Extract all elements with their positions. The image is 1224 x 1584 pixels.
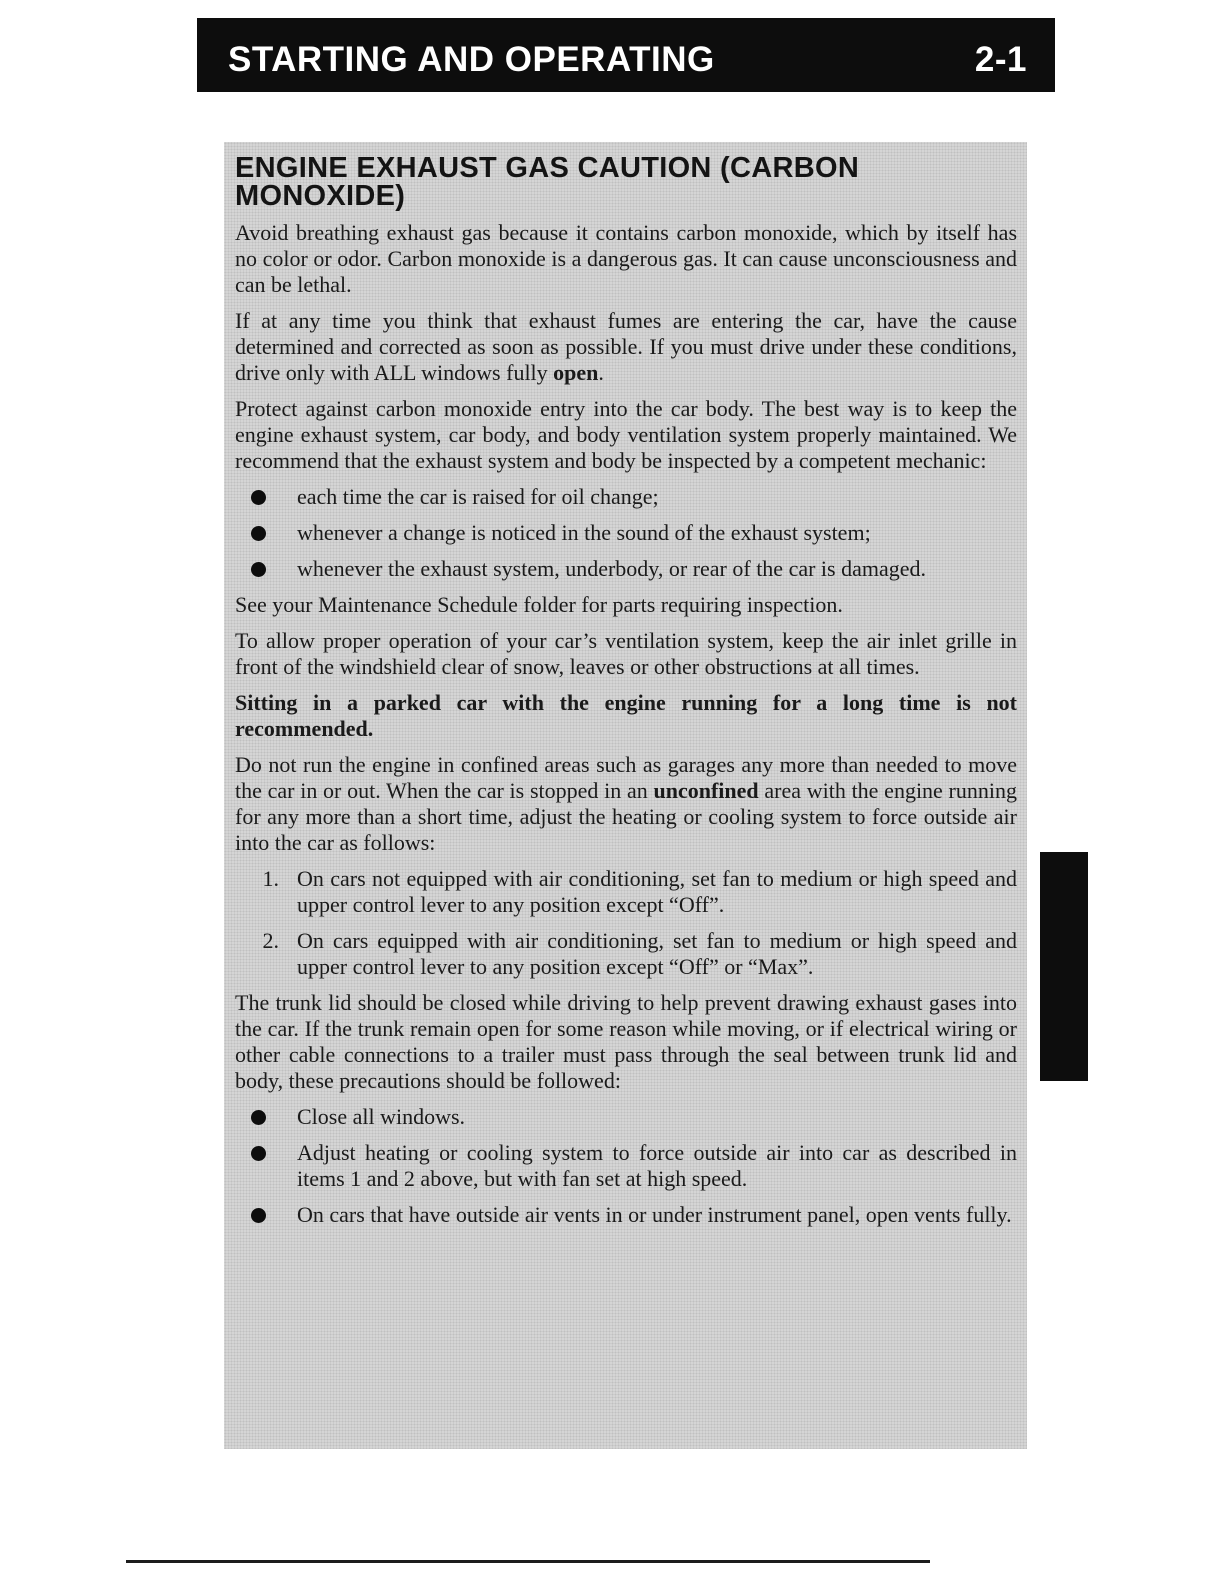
list-item-text: whenever the exhaust system, underbody, or rear of the car is damaged. [297,556,927,581]
paragraph-ventilation: To allow proper operation of your car’s ventilation system, keep the air inlet grille in front of the windshield clear of snow, leaves or other obstructions at all times. [235,628,1017,679]
item-number: 1. [262,866,279,891]
numbered-item [235,928,1017,980]
list-item [235,520,1017,546]
paragraph-exhaust-fumes-text: If at any time you think that exhaust fumes are entering the car, have the cause determined and corrected as soon as possible. If you must drive under these conditions, drive only with ALL windows fully [235,308,1017,385]
emphasis-open: open [553,360,599,385]
list-item-text: whenever a change is noticed in the sound of the exhaust system; [297,520,871,545]
paragraph-exhaust-fumes-end: . [598,360,604,385]
paragraph-maintenance-schedule: See your Maintenance Schedule folder for parts requiring inspection. [235,592,843,617]
list-item-text: Close all windows. [297,1104,466,1129]
paragraph-confined-areas-text-b: area with the engine running for any more than a short time, adjust the heating or cooling system to force outside air into the car as follows: [235,778,1017,855]
numbered-item-text: On cars not equipped with air conditioning, set fan to medium or high speed and upper control lever to any position except “Off”. [297,866,1017,917]
section-header-bar [197,18,1055,92]
section-title: STARTING AND OPERATING [228,40,715,79]
section-thumb-tab [1040,852,1088,1081]
paragraph-confined-areas-text-a: Do not run the engine in confined areas such as garages any more than needed to move the car in or out. When the car is stopped in an [235,752,1017,803]
list-item [235,1202,1017,1228]
inspection-list [235,484,1017,582]
bullet-icon [251,526,266,541]
paragraph-confined-areas [235,752,1017,856]
bullet-icon [251,1110,266,1125]
paragraph-exhaust-fumes [235,308,1017,386]
paragraph-protect: Protect against carbon monoxide entry into the car body. The best way is to keep the engine exhaust system, car body, and body ventilation system properly maintained. We recommend that the exhaust system and body be inspected by a competent mechanic: [235,396,1017,473]
caution-box [224,142,1027,1449]
precautions-list [235,1104,1017,1228]
list-item-text: each time the car is raised for oil change; [297,484,659,509]
footer-rule [126,1560,930,1563]
list-item [235,1140,1017,1192]
page-number: 2-1 [974,40,1027,79]
caution-title: ENGINE EXHAUST GAS CAUTION (CARBON MONOXIDE) [235,152,860,212]
list-item [235,556,1017,582]
paragraph-carbon-monoxide: Avoid breathing exhaust gas because it contains carbon monoxide, which by itself has no color or odor. Carbon monoxide is a dangerous gas. It can cause unconsciousness and can be lethal. [235,220,1017,297]
numbered-item [235,866,1017,918]
list-item-text: On cars that have outside air vents in or under instrument panel, open vents fully. [297,1202,1012,1227]
numbered-list [235,866,1017,980]
bullet-icon [251,1208,266,1223]
bullet-icon [251,490,266,505]
list-item [235,1104,1017,1130]
list-item [235,484,1017,510]
emphasis-unconfined: unconfined [653,778,759,803]
bullet-icon [251,1146,266,1161]
list-item-text: Adjust heating or cooling system to force outside air into car as described in items 1 and 2 above, but with fan set at high speed. [297,1140,1017,1191]
item-number: 2. [262,928,279,953]
bullet-icon [251,562,266,577]
paragraph-trunk-lid: The trunk lid should be closed while driving to help prevent drawing exhaust gases into the car. If the trunk remain open for some reason while moving, or if electrical wiring or other cable connections to a trailer must pass through the seal between trunk lid and body, these precautions should be followed: [235,990,1017,1093]
numbered-item-text: On cars equipped with air conditioning, set fan to medium or high speed and upper control lever to any position except “Off” or “Max”. [297,928,1017,979]
warning-parked-car: Sitting in a parked car with the engine running for a long time is not recommended. [235,690,1017,741]
